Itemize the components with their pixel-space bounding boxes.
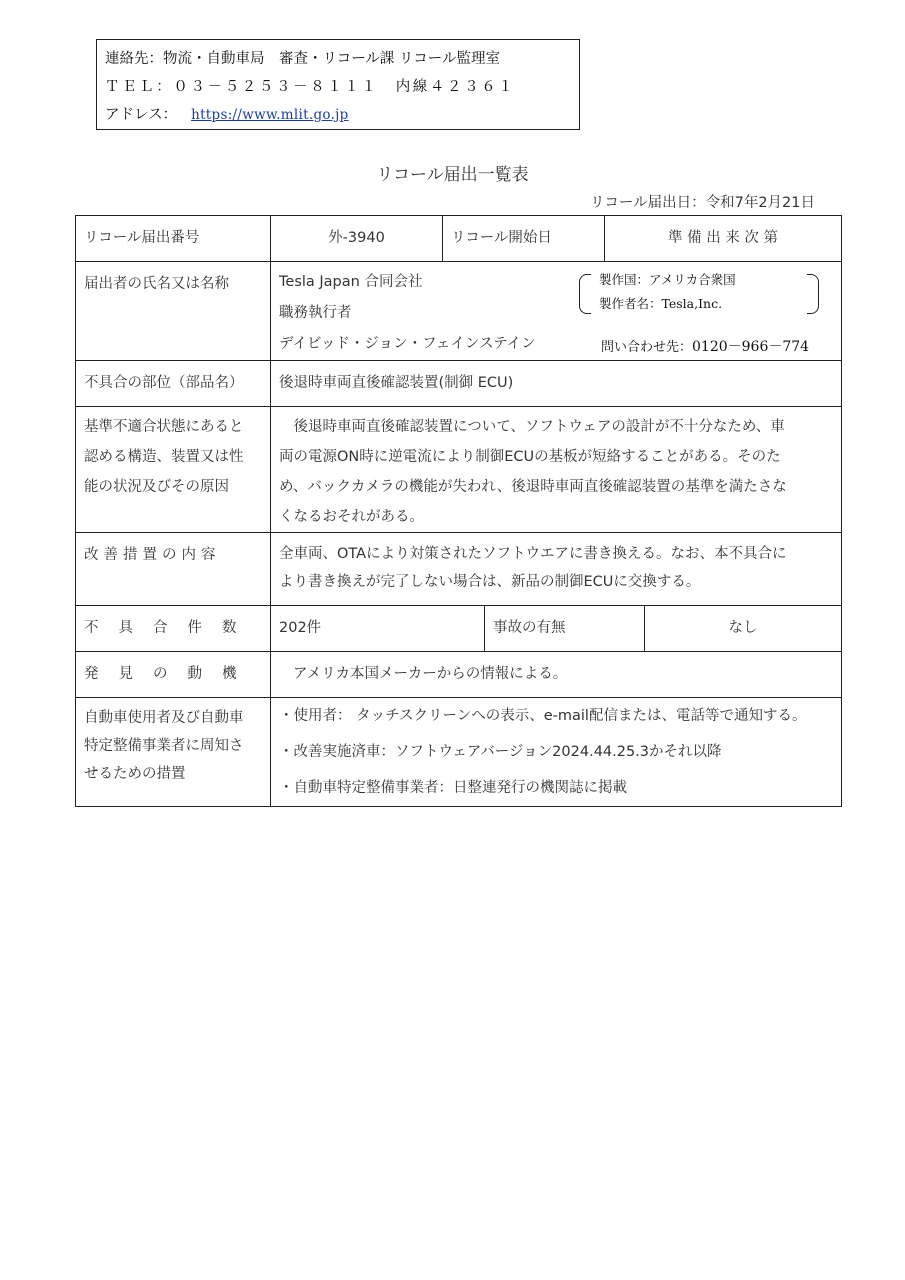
inquiry-contact — [601, 334, 809, 361]
table-row — [76, 407, 842, 533]
table-row — [76, 361, 842, 407]
notifier-company: Tesla Japan 合同会社 — [279, 274, 423, 290]
mlit-link[interactable]: https://www.mlit.go.jp — [191, 107, 349, 123]
cause-line: 両の電源ON時に逆電流により制御ECUの基板が短絡することがある。そのた — [279, 449, 781, 465]
manufacturer-name: 製作者名：Tesla,Inc. — [599, 296, 723, 311]
start-date-label: リコール開始日 — [443, 216, 605, 262]
discovery-motive: アメリカ本国メーカーからの情報による。 — [271, 652, 842, 698]
defect-count-label: 不具合件数 — [76, 606, 271, 652]
contact-phone: ＴＥＬ：０３－５２５３－８１１１ 内線４２３６１ — [105, 79, 516, 95]
table-row — [76, 606, 842, 652]
inquiry-number: 0120－966－774 — [692, 339, 810, 355]
table-row — [76, 652, 842, 698]
defect-part-label: 不具合の部位（部品名） — [76, 361, 271, 407]
accident-value: なし — [645, 606, 842, 652]
table-row — [76, 216, 842, 262]
cause-label-line: 能の状況及びその原因 — [84, 479, 229, 495]
cause-line: くなるおそれがある。 — [279, 509, 424, 525]
manufacture-country: 製作国：アメリカ合衆国 — [599, 272, 736, 287]
defect-count: 202件 — [271, 606, 485, 652]
notice-label-line: 自動車使用者及び自動車 — [84, 710, 244, 726]
left-bracket — [579, 274, 591, 314]
cause-description — [271, 407, 842, 533]
table-row — [76, 262, 842, 361]
notifier-title: 職務執行者 — [279, 305, 352, 321]
notice-label — [76, 698, 271, 807]
remedy-label: 改善措置の内容 — [76, 533, 271, 606]
table-row — [76, 533, 842, 606]
cause-label-line: 基準不適合状態にあると — [84, 419, 244, 435]
notifier-cell — [271, 262, 842, 361]
manufacturer-info — [579, 270, 819, 314]
notice-label-line: せるための措置 — [84, 766, 186, 782]
recall-number: 外-3940 — [271, 216, 443, 262]
document-title: リコール届出一覧表 — [376, 165, 529, 185]
cause-label-line: 認める構造、装置又は性 — [84, 449, 244, 465]
recall-table — [75, 215, 842, 807]
cause-line: 後退時車両直後確認装置について、ソフトウェアの設計が不十分なため、車 — [279, 419, 785, 435]
table-row — [76, 698, 842, 807]
recall-number-label: リコール届出番号 — [76, 216, 271, 262]
accident-label: 事故の有無 — [485, 606, 645, 652]
remedy-line: より書き換えが完了しない場合は、新品の制御ECUに交換する。 — [279, 574, 701, 590]
notice-label-line: 特定整備事業者に周知さ — [84, 738, 244, 754]
contact-department: 連絡先：物流・自動車局 審査・リコール課 リコール監理室 — [105, 51, 500, 67]
notifier-label: 届出者の氏名又は名称 — [76, 262, 271, 361]
inquiry-label: 問い合わせ先： — [601, 340, 693, 355]
notice-measures — [271, 698, 842, 807]
discovery-label: 発見の動機 — [76, 652, 271, 698]
notice-item: ・使用者： タッチスクリーンへの表示、e-mail配信または、電話等で通知する。 — [279, 708, 807, 724]
contact-box — [96, 39, 580, 130]
notice-item: ・改善実施済車：ソフトウェアバージョン2024.44.25.3かそれ以降 — [279, 744, 722, 760]
remedy-description — [271, 533, 842, 606]
remedy-line: 全車両、OTAにより対策されたソフトウエアに書き換える。なお、本不具合に — [279, 546, 787, 562]
cause-label — [76, 407, 271, 533]
defect-part: 後退時車両直後確認装置(制御 ECU) — [271, 361, 842, 407]
notifier-name: デイビッド・ジョン・フェインステイン — [279, 336, 536, 352]
cause-line: め、バックカメラの機能が失われ、後退時車両直後確認装置の基準を満たさな — [279, 479, 787, 495]
filing-date: リコール届出日：令和7年2月21日 — [590, 195, 815, 211]
notice-item: ・自動車特定整備事業者：日整連発行の機関誌に掲載 — [279, 780, 627, 796]
right-bracket — [807, 274, 819, 314]
start-date: 準 備 出 来 次 第 — [605, 216, 842, 262]
contact-address-label: アドレス： — [105, 107, 178, 123]
